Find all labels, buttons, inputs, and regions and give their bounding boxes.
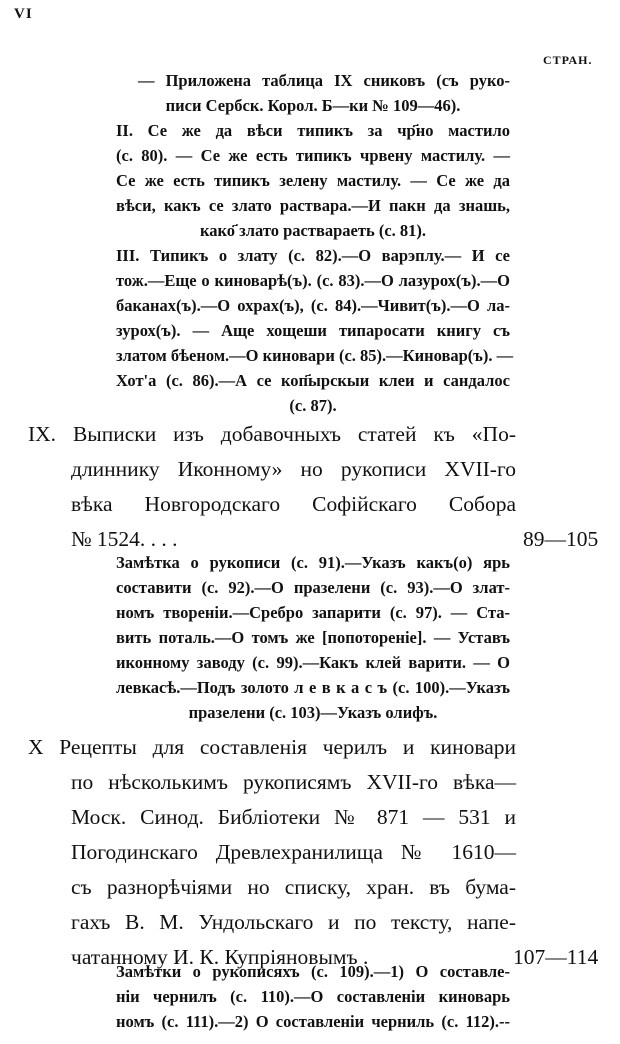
- sub-entry-block-1: [116, 68, 514, 418]
- text-line: номъ (с. 111).—2) О составленіи черниль (с. 112).--: [116, 1012, 510, 1031]
- text-line: зурох(ъ). — Аще хощеши типаросати книгу съ: [116, 321, 510, 340]
- page-number: VI: [14, 6, 33, 22]
- text-line: Замѣтки о рукописяхъ (с. 109).—1) О составле-: [116, 962, 510, 981]
- text-line: (с. 80). — Се же есть типикъ чрвену мастилу. —: [116, 146, 510, 165]
- text-line: составити (с. 92).—О празелени (с. 93).—О злат-: [116, 578, 510, 597]
- text-line: вить поталь.—О томъ же [попотореніе]. — Уставъ: [116, 628, 510, 647]
- text-line: гахъ В. М. Ундольскаго и по тексту, напе-: [71, 910, 516, 934]
- sub-entry-block-3: [116, 959, 510, 1034]
- text-line: како҃ злато раствараеть (с. 81).: [199, 221, 427, 240]
- text-line: III. Типикъ о злату (с. 82).—О варэплу.— И се: [116, 246, 510, 265]
- text-line: иконному заводу (с. 99).—Какъ клей варити. — О: [116, 653, 510, 672]
- sub-entry-block-2: [116, 550, 510, 725]
- toc-entry-ix: [28, 417, 516, 557]
- text-line: длиннику Иконному» но рукописи XVII-го: [71, 457, 516, 481]
- text-line: X Рецепты для составленія черилъ и киновари: [28, 735, 516, 759]
- text-line: II. Се же да вѣси типикъ за чр҃но мастило: [116, 121, 510, 140]
- toc-entry-x: [28, 730, 516, 975]
- text-line: номъ твореніи.—Сребро запарити (с. 97). — Ста-: [116, 603, 510, 622]
- text-line: баканах(ъ).—О охрах(ъ), (с. 84).—Чивит(ъ).—О ла-: [116, 296, 510, 315]
- text-line: Погодинскаго Древлехранилища № 1610—: [71, 840, 516, 864]
- text-line: златом бѣеном.—О киновари (с. 85).—Киновар(ъ). —: [116, 346, 514, 365]
- text-line: левкасѣ.—Подъ золото л е в к а с ъ (с. 100).—Указъ: [116, 678, 510, 697]
- page-range-x: 107—114: [513, 945, 599, 969]
- text-line: вѣка Новгородскаго Софійскаго Собора: [71, 492, 516, 516]
- text-line: съ разнорѣчіями но списку, хран. въ бума-: [71, 875, 516, 899]
- text-line: ніи чернилъ (с. 110).—О составленіи киноварь: [116, 987, 510, 1006]
- text-line: (с. 87).: [289, 396, 337, 415]
- text-line: тож.—Еще о киноварѣ(ъ). (с. 83).—О лазурох(ъ).—О: [116, 271, 510, 290]
- text-line: празелени (с. 103)—Указъ олифъ.: [188, 703, 438, 722]
- text-line: Се же есть типикъ зелену мастилу. — Се же да: [116, 171, 510, 190]
- text-line: Замѣтка о рукописи (с. 91).—Указъ какъ(о) ярь: [116, 553, 510, 572]
- text-line: IX. Выписки изъ добавочныхъ статей къ «По-: [28, 422, 516, 446]
- text-line: № 1524. . . .: [71, 527, 178, 551]
- text-line: чатанному И. К. Купріяновымъ .: [71, 945, 369, 969]
- text-line: писи Сербск. Корол. Б—ки № 109—46).: [165, 96, 461, 115]
- page-range-ix: 89—105: [523, 527, 599, 551]
- text-line: Моск. Синод. Библіотеки № 871 — 531 и: [71, 805, 516, 829]
- pages-column-header: СТРАН.: [543, 53, 593, 67]
- text-line: — Приложена таблица IX сниковъ (съ руко-: [138, 71, 510, 90]
- text-line: по нѣсколькимъ рукописямъ XVII-го вѣка—: [71, 770, 516, 794]
- text-line: Хот'а (с. 86).—А се коп҃ырскыи клеи и сандалос: [116, 371, 510, 390]
- text-line: вѣси, какъ се злато раствара.—И пакн да знашь,: [116, 196, 510, 215]
